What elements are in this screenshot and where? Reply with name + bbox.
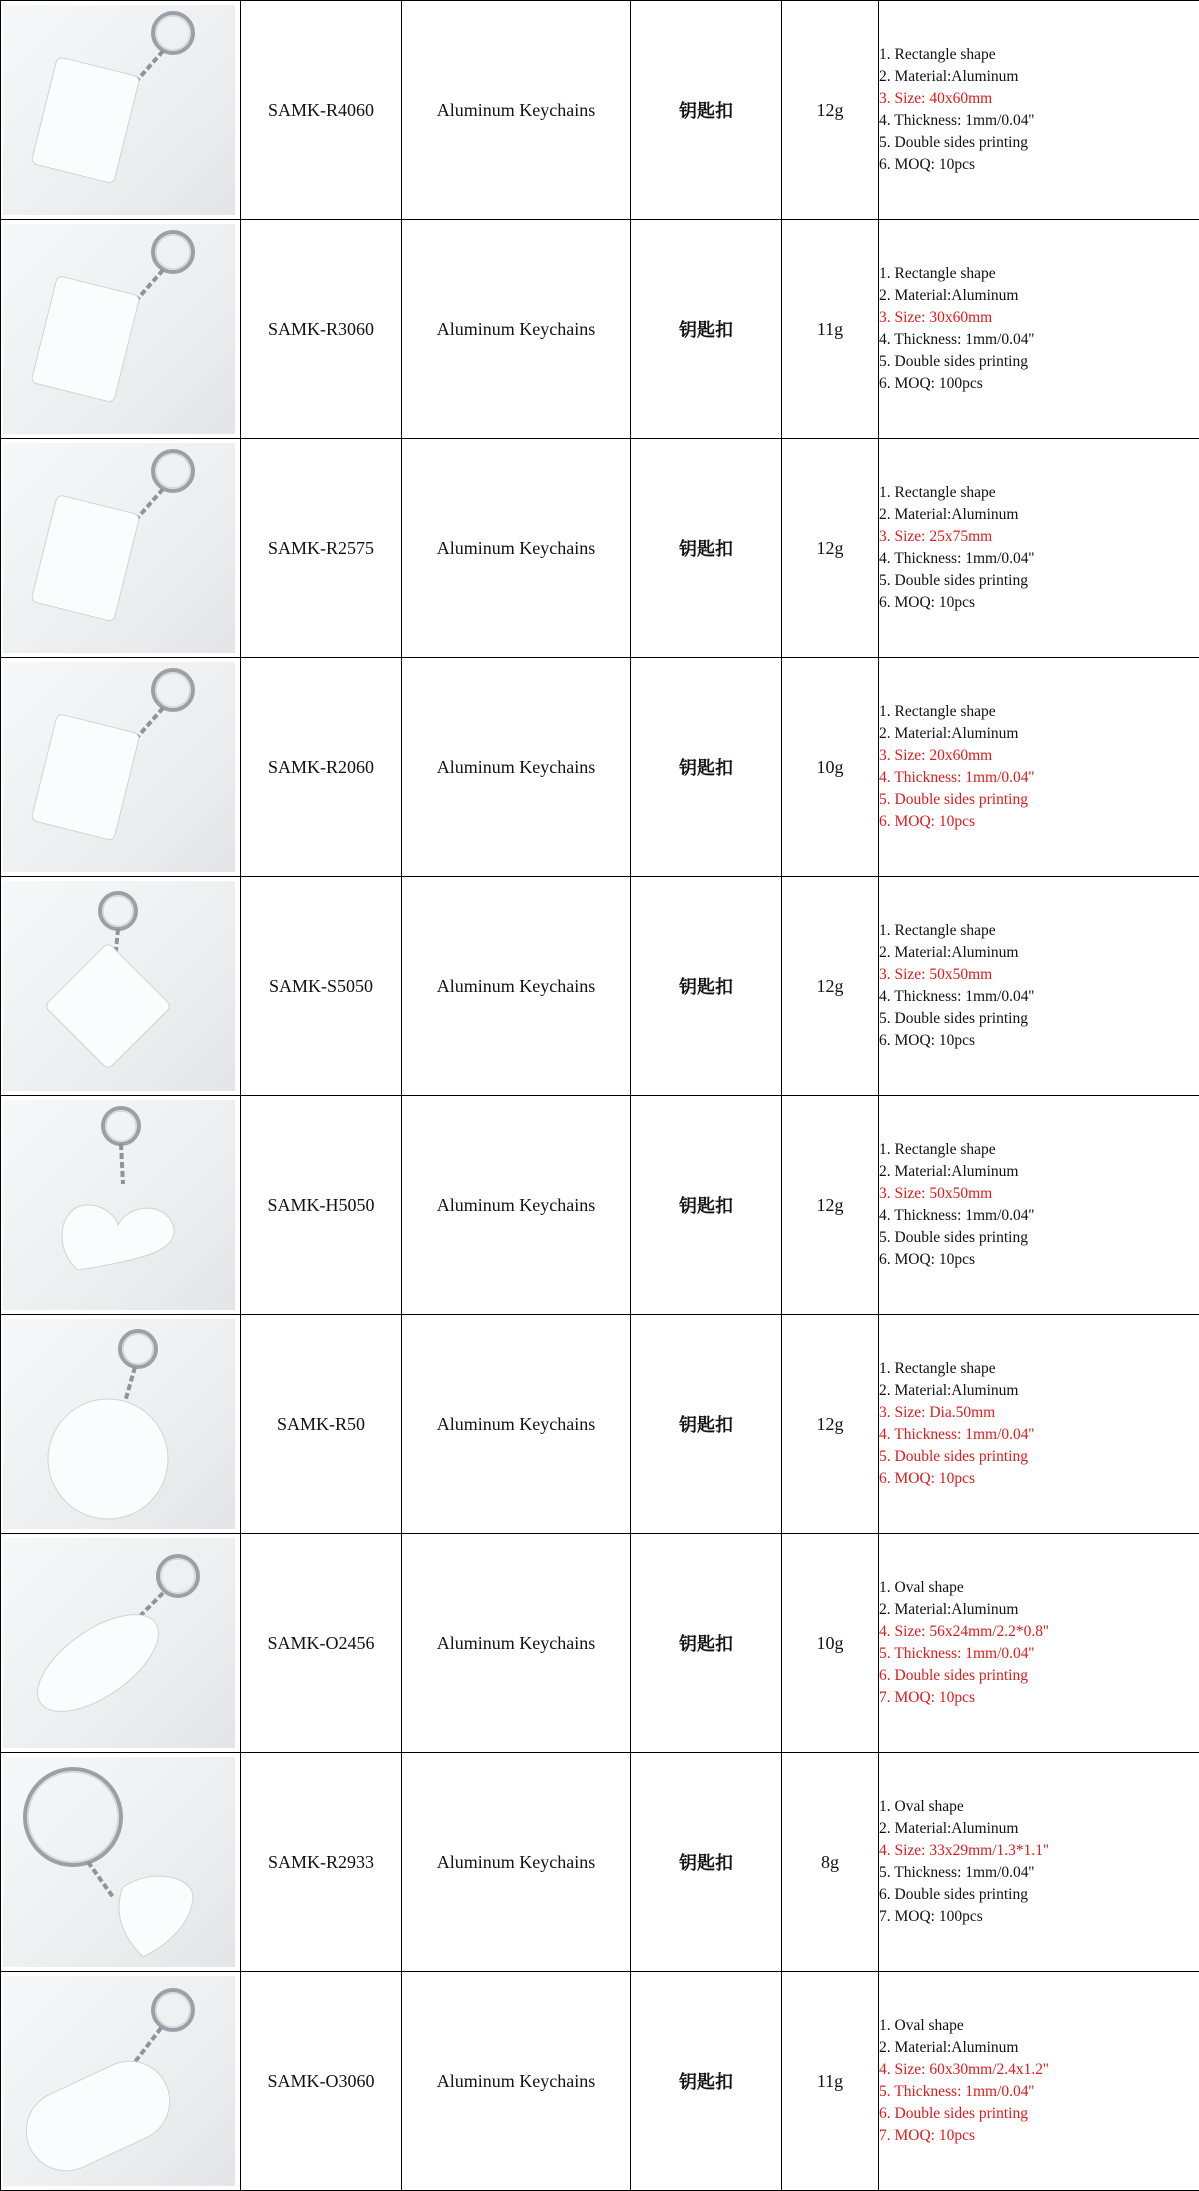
table-row xyxy=(1,658,1199,877)
product-weight: 12g xyxy=(782,1315,879,1534)
spec-line: 4. Size: 60x30mm/2.4x1.2'' xyxy=(879,2059,1199,2081)
spec-line: 1. Rectangle shape xyxy=(879,44,1199,66)
product-weight: 8g xyxy=(782,1753,879,1972)
product-code: SAMK-R50 xyxy=(241,1315,402,1534)
product-code: SAMK-H5050 xyxy=(241,1096,402,1315)
product-specs xyxy=(879,439,1199,658)
product-specs xyxy=(879,1972,1199,2191)
product-photo-cell xyxy=(1,877,241,1096)
spec-line: 6. Double sides printing xyxy=(879,2103,1199,2125)
spec-line: 1. Rectangle shape xyxy=(879,1139,1199,1161)
keychain-oval-image xyxy=(3,1538,235,1748)
keychain-dogtag-image xyxy=(3,1976,235,2186)
spec-line: 2. Material:Aluminum xyxy=(879,66,1199,88)
product-specs xyxy=(879,877,1199,1096)
product-chinese-name: 钥匙扣 xyxy=(631,220,782,439)
spec-line: 4. Thickness: 1mm/0.04'' xyxy=(879,548,1199,570)
product-name: Aluminum Keychains xyxy=(402,658,631,877)
spec-line: 4. Thickness: 1mm/0.04'' xyxy=(879,329,1199,351)
product-name: Aluminum Keychains xyxy=(402,220,631,439)
product-photo-cell xyxy=(1,1,241,220)
product-photo-cell xyxy=(1,1315,241,1534)
spec-line: 3. Size: 25x75mm xyxy=(879,526,1199,548)
spec-line: 6. MOQ: 10pcs xyxy=(879,1030,1199,1052)
keychain-circle-image xyxy=(3,1319,235,1529)
keychain-rect-image xyxy=(3,224,235,434)
spec-line: 6. MOQ: 10pcs xyxy=(879,1468,1199,1490)
keychain-pick-image xyxy=(3,1757,235,1967)
spec-line: 4. Thickness: 1mm/0.04'' xyxy=(879,1205,1199,1227)
spec-line: 5. Thickness: 1mm/0.04'' xyxy=(879,1862,1199,1884)
spec-line: 5. Double sides printing xyxy=(879,789,1199,811)
spec-line: 1. Oval shape xyxy=(879,2015,1199,2037)
spec-line: 2. Material:Aluminum xyxy=(879,504,1199,526)
spec-line: 1. Rectangle shape xyxy=(879,482,1199,504)
spec-line: 6. Double sides printing xyxy=(879,1884,1199,1906)
spec-line: 4. Thickness: 1mm/0.04'' xyxy=(879,767,1199,789)
spec-line: 5. Double sides printing xyxy=(879,1008,1199,1030)
spec-line: 1. Rectangle shape xyxy=(879,920,1199,942)
product-chinese-name: 钥匙扣 xyxy=(631,877,782,1096)
product-chinese-name: 钥匙扣 xyxy=(631,1315,782,1534)
product-weight: 10g xyxy=(782,658,879,877)
spec-line: 4. Thickness: 1mm/0.04'' xyxy=(879,1424,1199,1446)
product-name: Aluminum Keychains xyxy=(402,1315,631,1534)
product-chinese-name: 钥匙扣 xyxy=(631,658,782,877)
product-name: Aluminum Keychains xyxy=(402,1753,631,1972)
spec-line: 3. Size: Dia.50mm xyxy=(879,1402,1199,1424)
product-weight: 11g xyxy=(782,220,879,439)
product-name: Aluminum Keychains xyxy=(402,877,631,1096)
spec-line: 2. Material:Aluminum xyxy=(879,942,1199,964)
spec-line: 1. Oval shape xyxy=(879,1577,1199,1599)
product-chinese-name: 钥匙扣 xyxy=(631,1753,782,1972)
spec-line: 7. MOQ: 10pcs xyxy=(879,2125,1199,2147)
spec-line: 6. MOQ: 10pcs xyxy=(879,592,1199,614)
product-name: Aluminum Keychains xyxy=(402,1972,631,2191)
spec-line: 5. Double sides printing xyxy=(879,132,1199,154)
spec-line: 5. Thickness: 1mm/0.04'' xyxy=(879,1643,1199,1665)
product-specs xyxy=(879,1315,1199,1534)
spec-line: 6. Double sides printing xyxy=(879,1665,1199,1687)
spec-line: 5. Double sides printing xyxy=(879,570,1199,592)
product-name: Aluminum Keychains xyxy=(402,1096,631,1315)
spec-line: 2. Material:Aluminum xyxy=(879,2037,1199,2059)
spec-line: 6. MOQ: 100pcs xyxy=(879,373,1199,395)
product-photo-cell xyxy=(1,1753,241,1972)
product-photo-cell xyxy=(1,658,241,877)
spec-line: 5. Thickness: 1mm/0.04'' xyxy=(879,2081,1199,2103)
spec-line: 3. Size: 40x60mm xyxy=(879,88,1199,110)
keychain-heart-image xyxy=(3,1100,235,1310)
spec-line: 6. MOQ: 10pcs xyxy=(879,1249,1199,1271)
spec-line: 7. MOQ: 100pcs xyxy=(879,1906,1199,1928)
spec-line: 2. Material:Aluminum xyxy=(879,1818,1199,1840)
product-weight: 12g xyxy=(782,877,879,1096)
spec-line: 6. MOQ: 10pcs xyxy=(879,811,1199,833)
product-chinese-name: 钥匙扣 xyxy=(631,439,782,658)
product-code: SAMK-O2456 xyxy=(241,1534,402,1753)
spec-line: 1. Rectangle shape xyxy=(879,263,1199,285)
spec-line: 4. Thickness: 1mm/0.04'' xyxy=(879,110,1199,132)
table-row xyxy=(1,1534,1199,1753)
product-weight: 10g xyxy=(782,1534,879,1753)
spec-line: 6. MOQ: 10pcs xyxy=(879,154,1199,176)
product-photo-cell xyxy=(1,1972,241,2191)
spec-line: 3. Size: 50x50mm xyxy=(879,964,1199,986)
table-row xyxy=(1,1315,1199,1534)
product-photo-cell xyxy=(1,220,241,439)
spec-line: 2. Material:Aluminum xyxy=(879,1599,1199,1621)
spec-line: 3. Size: 20x60mm xyxy=(879,745,1199,767)
table-row xyxy=(1,1972,1199,2191)
product-weight: 12g xyxy=(782,439,879,658)
keychain-square-image xyxy=(3,881,235,1091)
table-row xyxy=(1,1096,1199,1315)
spec-line: 4. Thickness: 1mm/0.04'' xyxy=(879,986,1199,1008)
product-specs xyxy=(879,658,1199,877)
keychain-rect-image xyxy=(3,5,235,215)
spec-line: 4. Size: 33x29mm/1.3*1.1'' xyxy=(879,1840,1199,1862)
table-row xyxy=(1,439,1199,658)
spec-line: 4. Size: 56x24mm/2.2*0.8'' xyxy=(879,1621,1199,1643)
spec-line: 2. Material:Aluminum xyxy=(879,1380,1199,1402)
product-weight: 12g xyxy=(782,1096,879,1315)
spec-line: 2. Material:Aluminum xyxy=(879,723,1199,745)
spec-line: 1. Rectangle shape xyxy=(879,1358,1199,1380)
product-chinese-name: 钥匙扣 xyxy=(631,1972,782,2191)
product-code: SAMK-R3060 xyxy=(241,220,402,439)
spec-line: 3. Size: 50x50mm xyxy=(879,1183,1199,1205)
product-code: SAMK-R2060 xyxy=(241,658,402,877)
product-name: Aluminum Keychains xyxy=(402,439,631,658)
spec-line: 1. Rectangle shape xyxy=(879,701,1199,723)
product-specs xyxy=(879,1534,1199,1753)
spec-line: 2. Material:Aluminum xyxy=(879,1161,1199,1183)
spec-line: 5. Double sides printing xyxy=(879,1227,1199,1249)
product-specs xyxy=(879,1,1199,220)
product-photo-cell xyxy=(1,1096,241,1315)
table-row xyxy=(1,220,1199,439)
spec-line: 5. Double sides printing xyxy=(879,1446,1199,1468)
product-rows xyxy=(1,1,1199,2191)
product-code: SAMK-S5050 xyxy=(241,877,402,1096)
keychain-rect-image xyxy=(3,662,235,872)
spec-line: 1. Oval shape xyxy=(879,1796,1199,1818)
product-chinese-name: 钥匙扣 xyxy=(631,1534,782,1753)
product-photo-cell xyxy=(1,1534,241,1753)
product-code: SAMK-R2575 xyxy=(241,439,402,658)
spec-line: 3. Size: 30x60mm xyxy=(879,307,1199,329)
spec-line: 2. Material:Aluminum xyxy=(879,285,1199,307)
table-row xyxy=(1,1,1199,220)
product-name: Aluminum Keychains xyxy=(402,1534,631,1753)
product-photo-cell xyxy=(1,439,241,658)
spec-line: 5. Double sides printing xyxy=(879,351,1199,373)
product-specs xyxy=(879,1753,1199,1972)
table-row xyxy=(1,877,1199,1096)
product-weight: 12g xyxy=(782,1,879,220)
product-specs xyxy=(879,220,1199,439)
product-chinese-name: 钥匙扣 xyxy=(631,1096,782,1315)
product-code: SAMK-R2933 xyxy=(241,1753,402,1972)
product-code: SAMK-O3060 xyxy=(241,1972,402,2191)
spec-line: 7. MOQ: 10pcs xyxy=(879,1687,1199,1709)
keychain-rect-image xyxy=(3,443,235,653)
product-weight: 11g xyxy=(782,1972,879,2191)
product-name: Aluminum Keychains xyxy=(402,1,631,220)
product-specs xyxy=(879,1096,1199,1315)
product-chinese-name: 钥匙扣 xyxy=(631,1,782,220)
table-row xyxy=(1,1753,1199,1972)
product-code: SAMK-R4060 xyxy=(241,1,402,220)
